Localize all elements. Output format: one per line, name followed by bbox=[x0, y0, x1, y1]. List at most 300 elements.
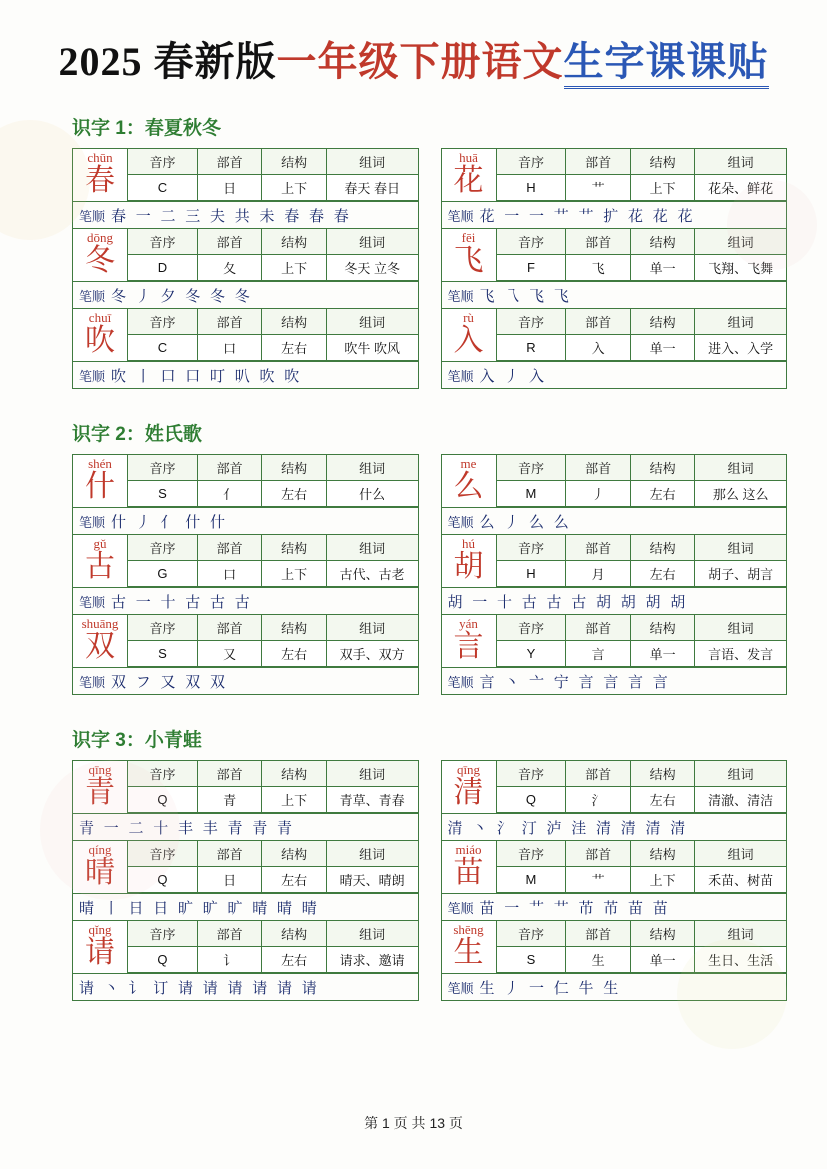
pinyin-label: rù bbox=[463, 310, 474, 326]
value-jiegou: 上下 bbox=[262, 255, 326, 281]
hanzi-label: 生 bbox=[453, 936, 484, 970]
table-value-row bbox=[128, 175, 418, 201]
col-header-jiegou: 结构 bbox=[630, 841, 694, 867]
col-header-zuci: 组词 bbox=[695, 535, 786, 561]
col-header-bushou: 部首 bbox=[197, 455, 261, 481]
pinyin-label: chūn bbox=[87, 150, 113, 166]
stroke-order-label: 笔顺 bbox=[447, 674, 474, 690]
value-zuci: 那么 这么 bbox=[695, 481, 786, 507]
col-header-jiegou: 结构 bbox=[262, 455, 326, 481]
table-header-row bbox=[128, 455, 418, 481]
stroke-order-sequence: 青 一 二 十 丰 丰 青 青 青 bbox=[79, 820, 296, 837]
pinyin-label: qíng bbox=[88, 842, 112, 858]
value-jiegou: 左右 bbox=[262, 641, 326, 667]
value-bushou: 讠 bbox=[197, 947, 261, 973]
section-1-left-column bbox=[72, 148, 419, 389]
value-yinxu: G bbox=[128, 561, 197, 587]
col-header-yinxu: 音序 bbox=[128, 761, 197, 787]
value-yinxu: Q bbox=[128, 867, 197, 893]
stroke-order-label: 笔顺 bbox=[79, 208, 106, 224]
value-bushou: 青 bbox=[197, 787, 261, 813]
pinyin-label: dōng bbox=[87, 230, 113, 246]
value-jiegou: 左右 bbox=[630, 561, 694, 587]
table-header-row bbox=[497, 615, 787, 641]
char-cell bbox=[73, 455, 128, 507]
pinyin-label: fēi bbox=[461, 230, 476, 246]
section-1-columns bbox=[0, 148, 827, 389]
value-jiegou: 单一 bbox=[630, 641, 694, 667]
col-header-zuci: 组词 bbox=[326, 229, 417, 255]
value-yinxu: S bbox=[497, 947, 566, 973]
stroke-order-row bbox=[441, 361, 788, 389]
char-card bbox=[72, 920, 419, 973]
stroke-order-row bbox=[441, 667, 788, 695]
col-header-yinxu: 音序 bbox=[497, 455, 566, 481]
value-zuci: 青草、青春 bbox=[326, 787, 417, 813]
pinyin-label: shén bbox=[88, 456, 112, 472]
char-table bbox=[128, 535, 418, 587]
table-header-row bbox=[497, 841, 787, 867]
char-table bbox=[128, 229, 418, 281]
pinyin-label: qīng bbox=[456, 762, 481, 778]
char-cell bbox=[442, 229, 497, 281]
value-bushou: 月 bbox=[566, 561, 630, 587]
char-card bbox=[441, 534, 788, 587]
stroke-order-row bbox=[72, 281, 419, 308]
col-header-yinxu: 音序 bbox=[497, 841, 566, 867]
value-yinxu: C bbox=[128, 175, 197, 201]
col-header-bushou: 部首 bbox=[197, 841, 261, 867]
col-header-bushou: 部首 bbox=[566, 921, 630, 947]
value-jiegou: 上下 bbox=[630, 175, 694, 201]
col-header-jiegou: 结构 bbox=[630, 535, 694, 561]
char-cell bbox=[73, 535, 128, 587]
value-yinxu: Q bbox=[128, 787, 197, 813]
char-cell bbox=[73, 615, 128, 667]
col-header-yinxu: 音序 bbox=[497, 149, 566, 175]
char-card bbox=[72, 308, 419, 361]
char-cell bbox=[442, 761, 497, 813]
table-value-row bbox=[497, 641, 787, 667]
table-value-row bbox=[128, 787, 418, 813]
col-header-zuci: 组词 bbox=[326, 149, 417, 175]
section-3-left-column bbox=[72, 760, 419, 1001]
title-part-subject: 生字课课贴 bbox=[564, 39, 769, 89]
value-zuci: 晴天、晴朗 bbox=[326, 867, 417, 893]
pinyin-label: gǔ bbox=[93, 536, 107, 552]
char-info bbox=[497, 921, 787, 973]
col-header-bushou: 部首 bbox=[197, 761, 261, 787]
value-zuci: 飞翔、飞舞 bbox=[695, 255, 786, 281]
value-yinxu: Q bbox=[128, 947, 197, 973]
table-value-row bbox=[128, 481, 418, 507]
stroke-order-sequence: 清 丶 氵 汀 泸 洼 清 清 清 清 bbox=[447, 820, 689, 837]
value-bushou: 艹 bbox=[566, 867, 630, 893]
char-cell bbox=[442, 921, 497, 973]
char-card bbox=[441, 614, 788, 667]
char-cell bbox=[73, 761, 128, 813]
char-card bbox=[441, 308, 788, 361]
table-header-row bbox=[497, 149, 787, 175]
char-info bbox=[128, 229, 418, 281]
char-card bbox=[441, 228, 788, 281]
col-header-bushou: 部首 bbox=[566, 309, 630, 335]
stroke-order-row bbox=[72, 893, 419, 920]
char-table bbox=[497, 921, 787, 973]
value-bushou: 艹 bbox=[566, 175, 630, 201]
char-info bbox=[128, 535, 418, 587]
col-header-zuci: 组词 bbox=[695, 921, 786, 947]
hanzi-label: 吹 bbox=[85, 324, 115, 358]
col-header-bushou: 部首 bbox=[197, 149, 261, 175]
value-zuci: 禾苗、树苗 bbox=[695, 867, 786, 893]
col-header-zuci: 组词 bbox=[326, 455, 417, 481]
table-value-row bbox=[128, 947, 418, 973]
table-header-row bbox=[128, 761, 418, 787]
pinyin-label: chuī bbox=[88, 310, 112, 326]
col-header-bushou: 部首 bbox=[566, 149, 630, 175]
col-header-zuci: 组词 bbox=[695, 615, 786, 641]
table-header-row bbox=[497, 761, 787, 787]
col-header-bushou: 部首 bbox=[566, 761, 630, 787]
stroke-order-sequence: 胡 一 十 古 古 古 胡 胡 胡 胡 bbox=[447, 594, 689, 611]
pinyin-label: huā bbox=[459, 150, 478, 166]
table-value-row bbox=[497, 867, 787, 893]
char-table bbox=[128, 309, 418, 361]
stroke-order-label: 笔顺 bbox=[447, 368, 474, 384]
char-table bbox=[497, 149, 787, 201]
value-yinxu: Y bbox=[497, 641, 566, 667]
char-info bbox=[128, 149, 418, 201]
col-header-yinxu: 音序 bbox=[128, 615, 197, 641]
char-info bbox=[128, 615, 418, 667]
col-header-jiegou: 结构 bbox=[630, 921, 694, 947]
hanzi-label: 胡 bbox=[453, 550, 484, 584]
col-header-bushou: 部首 bbox=[197, 309, 261, 335]
stroke-order-sequence: 春 一 二 三 夫 共 未 春 春 春 bbox=[111, 208, 352, 225]
stroke-order-row bbox=[72, 507, 419, 534]
stroke-order-row bbox=[72, 201, 419, 228]
stroke-order-sequence: 飞 乁 飞 飞 bbox=[479, 288, 572, 305]
col-header-zuci: 组词 bbox=[695, 149, 786, 175]
char-table bbox=[128, 841, 418, 893]
pinyin-label: shuāng bbox=[81, 616, 119, 632]
value-zuci: 双手、双方 bbox=[326, 641, 417, 667]
value-yinxu: S bbox=[128, 641, 197, 667]
col-header-bushou: 部首 bbox=[197, 229, 261, 255]
pinyin-label: yán bbox=[459, 616, 478, 632]
value-zuci: 什么 bbox=[326, 481, 417, 507]
section-3-columns bbox=[0, 760, 827, 1001]
col-header-bushou: 部首 bbox=[197, 535, 261, 561]
value-jiegou: 左右 bbox=[262, 867, 326, 893]
stroke-order-sequence: 晴 丨 日 日 旷 旷 旷 晴 晴 晴 bbox=[79, 900, 320, 917]
stroke-order-label: 笔顺 bbox=[447, 288, 474, 304]
char-info bbox=[128, 309, 418, 361]
value-bushou: 日 bbox=[197, 867, 261, 893]
hanzi-label: 冬 bbox=[85, 244, 115, 278]
table-value-row bbox=[497, 481, 787, 507]
col-header-bushou: 部首 bbox=[566, 615, 630, 641]
char-info bbox=[128, 761, 418, 813]
value-zuci: 言语、发言 bbox=[695, 641, 786, 667]
char-info bbox=[497, 615, 787, 667]
hanzi-label: 古 bbox=[85, 550, 115, 584]
col-header-bushou: 部首 bbox=[566, 455, 630, 481]
table-header-row bbox=[497, 535, 787, 561]
value-jiegou: 单一 bbox=[630, 255, 694, 281]
value-zuci: 吹牛 吹风 bbox=[326, 335, 417, 361]
col-header-yinxu: 音序 bbox=[128, 455, 197, 481]
char-cell bbox=[442, 149, 497, 201]
section-1-right-column bbox=[441, 148, 788, 389]
char-table bbox=[497, 535, 787, 587]
hanzi-label: 苗 bbox=[453, 856, 484, 890]
stroke-order-sequence: 双 フ 又 双 双 bbox=[111, 674, 229, 691]
hanzi-label: 么 bbox=[453, 470, 484, 504]
char-card bbox=[441, 454, 788, 507]
value-bushou: 夂 bbox=[197, 255, 261, 281]
col-header-yinxu: 音序 bbox=[497, 535, 566, 561]
table-value-row bbox=[497, 175, 787, 201]
stroke-order-label: 笔顺 bbox=[79, 514, 106, 530]
table-value-row bbox=[497, 561, 787, 587]
stroke-order-row bbox=[72, 587, 419, 614]
stroke-order-label: 笔顺 bbox=[447, 980, 474, 996]
value-jiegou: 上下 bbox=[262, 787, 326, 813]
col-header-zuci: 组词 bbox=[695, 455, 786, 481]
pinyin-label: qīng bbox=[88, 762, 112, 778]
table-value-row bbox=[497, 335, 787, 361]
value-zuci: 请求、邀请 bbox=[326, 947, 417, 973]
char-cell bbox=[442, 455, 497, 507]
value-zuci: 春天 春日 bbox=[326, 175, 417, 201]
col-header-jiegou: 结构 bbox=[630, 309, 694, 335]
col-header-jiegou: 结构 bbox=[630, 229, 694, 255]
value-jiegou: 单一 bbox=[630, 947, 694, 973]
page-footer: 第 1 页 共 13 页 bbox=[364, 1115, 463, 1131]
col-header-jiegou: 结构 bbox=[262, 309, 326, 335]
char-table bbox=[128, 761, 418, 813]
stroke-order-label: 笔顺 bbox=[79, 288, 106, 304]
char-card bbox=[441, 760, 788, 813]
hanzi-label: 言 bbox=[453, 630, 484, 664]
section-2-columns bbox=[0, 454, 827, 695]
col-header-jiegou: 结构 bbox=[630, 615, 694, 641]
stroke-order-row bbox=[441, 893, 788, 920]
table-header-row bbox=[128, 229, 418, 255]
char-card bbox=[441, 920, 788, 973]
table-header-row bbox=[497, 455, 787, 481]
col-header-jiegou: 结构 bbox=[262, 535, 326, 561]
table-value-row bbox=[497, 787, 787, 813]
char-info bbox=[497, 309, 787, 361]
value-jiegou: 上下 bbox=[262, 561, 326, 587]
stroke-order-row bbox=[441, 973, 788, 1001]
char-card bbox=[72, 614, 419, 667]
col-header-bushou: 部首 bbox=[197, 615, 261, 641]
col-header-zuci: 组词 bbox=[326, 841, 417, 867]
hanzi-label: 飞 bbox=[453, 244, 484, 278]
col-header-bushou: 部首 bbox=[566, 229, 630, 255]
char-card bbox=[72, 148, 419, 201]
value-jiegou: 单一 bbox=[630, 335, 694, 361]
stroke-order-sequence: 入 丿 入 bbox=[479, 368, 548, 385]
stroke-order-sequence: 么 丿 么 么 bbox=[479, 514, 572, 531]
col-header-jiegou: 结构 bbox=[262, 229, 326, 255]
section-3-right-column bbox=[441, 760, 788, 1001]
stroke-order-sequence: 生 丿 一 仁 牛 生 bbox=[479, 980, 622, 997]
col-header-zuci: 组词 bbox=[326, 535, 417, 561]
value-yinxu: H bbox=[497, 175, 566, 201]
value-yinxu: M bbox=[497, 867, 566, 893]
value-jiegou: 左右 bbox=[262, 947, 326, 973]
char-card bbox=[441, 840, 788, 893]
stroke-order-row bbox=[441, 507, 788, 534]
hanzi-label: 青 bbox=[85, 776, 115, 810]
table-header-row bbox=[128, 309, 418, 335]
char-cell bbox=[73, 921, 128, 973]
hanzi-label: 入 bbox=[453, 324, 484, 358]
table-header-row bbox=[497, 229, 787, 255]
char-cell bbox=[73, 309, 128, 361]
col-header-jiegou: 结构 bbox=[630, 455, 694, 481]
char-table bbox=[128, 921, 418, 973]
col-header-zuci: 组词 bbox=[695, 309, 786, 335]
value-yinxu: R bbox=[497, 335, 566, 361]
hanzi-label: 花 bbox=[453, 164, 484, 198]
hanzi-label: 清 bbox=[453, 776, 484, 810]
hanzi-label: 晴 bbox=[85, 856, 115, 890]
col-header-bushou: 部首 bbox=[566, 841, 630, 867]
stroke-order-label: 笔顺 bbox=[79, 594, 106, 610]
value-bushou: 口 bbox=[197, 561, 261, 587]
value-jiegou: 左右 bbox=[262, 335, 326, 361]
stroke-order-label: 笔顺 bbox=[447, 514, 474, 530]
value-bushou: 言 bbox=[566, 641, 630, 667]
stroke-order-label: 笔顺 bbox=[79, 368, 106, 384]
char-table bbox=[497, 761, 787, 813]
col-header-jiegou: 结构 bbox=[262, 615, 326, 641]
value-bushou: 丿 bbox=[566, 481, 630, 507]
value-bushou: 氵 bbox=[566, 787, 630, 813]
col-header-yinxu: 音序 bbox=[128, 921, 197, 947]
value-bushou: 又 bbox=[197, 641, 261, 667]
stroke-order-label: 笔顺 bbox=[447, 208, 474, 224]
stroke-order-row bbox=[72, 973, 419, 1001]
title-part-grade: 一年级下册语文 bbox=[276, 39, 564, 84]
value-jiegou: 上下 bbox=[262, 175, 326, 201]
section-heading-1: 识字 1：春夏秋冬 bbox=[72, 118, 221, 139]
char-cell bbox=[442, 309, 497, 361]
char-table bbox=[497, 841, 787, 893]
value-zuci: 冬天 立冬 bbox=[326, 255, 417, 281]
char-table bbox=[497, 229, 787, 281]
value-zuci: 进入、入学 bbox=[695, 335, 786, 361]
char-table bbox=[497, 455, 787, 507]
stroke-order-row bbox=[72, 813, 419, 840]
char-card bbox=[72, 228, 419, 281]
stroke-order-sequence: 花 一 一 艹 艹 扩 花 花 花 bbox=[479, 208, 696, 225]
table-value-row bbox=[128, 867, 418, 893]
title-part-year: 2025 春新版 bbox=[58, 39, 277, 84]
table-header-row bbox=[497, 309, 787, 335]
char-table bbox=[128, 455, 418, 507]
char-info bbox=[497, 841, 787, 893]
table-value-row bbox=[128, 641, 418, 667]
pinyin-label: hú bbox=[462, 536, 475, 552]
stroke-order-sequence: 古 一 十 古 古 古 bbox=[111, 594, 253, 611]
table-value-row bbox=[128, 255, 418, 281]
stroke-order-sequence: 苗 一 艹 艹 芇 芇 苗 苗 bbox=[479, 900, 671, 917]
col-header-jiegou: 结构 bbox=[262, 841, 326, 867]
char-cell bbox=[73, 149, 128, 201]
section-heading-3: 识字 3：小青蛙 bbox=[72, 730, 202, 751]
value-zuci: 清澈、清洁 bbox=[695, 787, 786, 813]
stroke-order-row bbox=[72, 361, 419, 389]
char-card bbox=[441, 148, 788, 201]
char-cell bbox=[442, 615, 497, 667]
col-header-yinxu: 音序 bbox=[497, 921, 566, 947]
col-header-jiegou: 结构 bbox=[262, 761, 326, 787]
value-zuci: 胡子、胡言 bbox=[695, 561, 786, 587]
char-info bbox=[497, 535, 787, 587]
value-yinxu: S bbox=[128, 481, 197, 507]
char-table bbox=[128, 615, 418, 667]
hanzi-label: 春 bbox=[85, 164, 115, 198]
value-bushou: 入 bbox=[566, 335, 630, 361]
col-header-yinxu: 音序 bbox=[128, 309, 197, 335]
pinyin-label: me bbox=[460, 456, 477, 472]
hanzi-label: 什 bbox=[85, 470, 115, 504]
char-table bbox=[497, 615, 787, 667]
value-bushou: 日 bbox=[197, 175, 261, 201]
table-header-row bbox=[128, 615, 418, 641]
col-header-yinxu: 音序 bbox=[128, 149, 197, 175]
table-header-row bbox=[497, 921, 787, 947]
col-header-jiegou: 结构 bbox=[262, 921, 326, 947]
col-header-bushou: 部首 bbox=[197, 921, 261, 947]
pinyin-label: shēng bbox=[453, 922, 484, 938]
table-header-row bbox=[128, 921, 418, 947]
value-zuci: 生日、生活 bbox=[695, 947, 786, 973]
char-table bbox=[128, 149, 418, 201]
value-yinxu: D bbox=[128, 255, 197, 281]
value-zuci: 花朵、鲜花 bbox=[695, 175, 786, 201]
char-card bbox=[72, 534, 419, 587]
char-info bbox=[497, 761, 787, 813]
table-header-row bbox=[128, 149, 418, 175]
stroke-order-row bbox=[441, 587, 788, 614]
char-info bbox=[128, 841, 418, 893]
value-jiegou: 左右 bbox=[262, 481, 326, 507]
char-cell bbox=[73, 229, 128, 281]
value-zuci: 古代、古老 bbox=[326, 561, 417, 587]
col-header-yinxu: 音序 bbox=[497, 229, 566, 255]
col-header-zuci: 组词 bbox=[326, 761, 417, 787]
value-bushou: 亻 bbox=[197, 481, 261, 507]
char-info bbox=[497, 229, 787, 281]
col-header-zuci: 组词 bbox=[695, 229, 786, 255]
section-2-left-column bbox=[72, 454, 419, 695]
page-title bbox=[0, 0, 827, 87]
stroke-order-row bbox=[72, 667, 419, 695]
stroke-order-sequence: 言 丶 亠 宁 言 言 言 言 bbox=[479, 674, 671, 691]
section-heading-2: 识字 2：姓氏歌 bbox=[72, 424, 202, 445]
stroke-order-row bbox=[441, 813, 788, 840]
char-info bbox=[128, 455, 418, 507]
char-info bbox=[497, 455, 787, 507]
